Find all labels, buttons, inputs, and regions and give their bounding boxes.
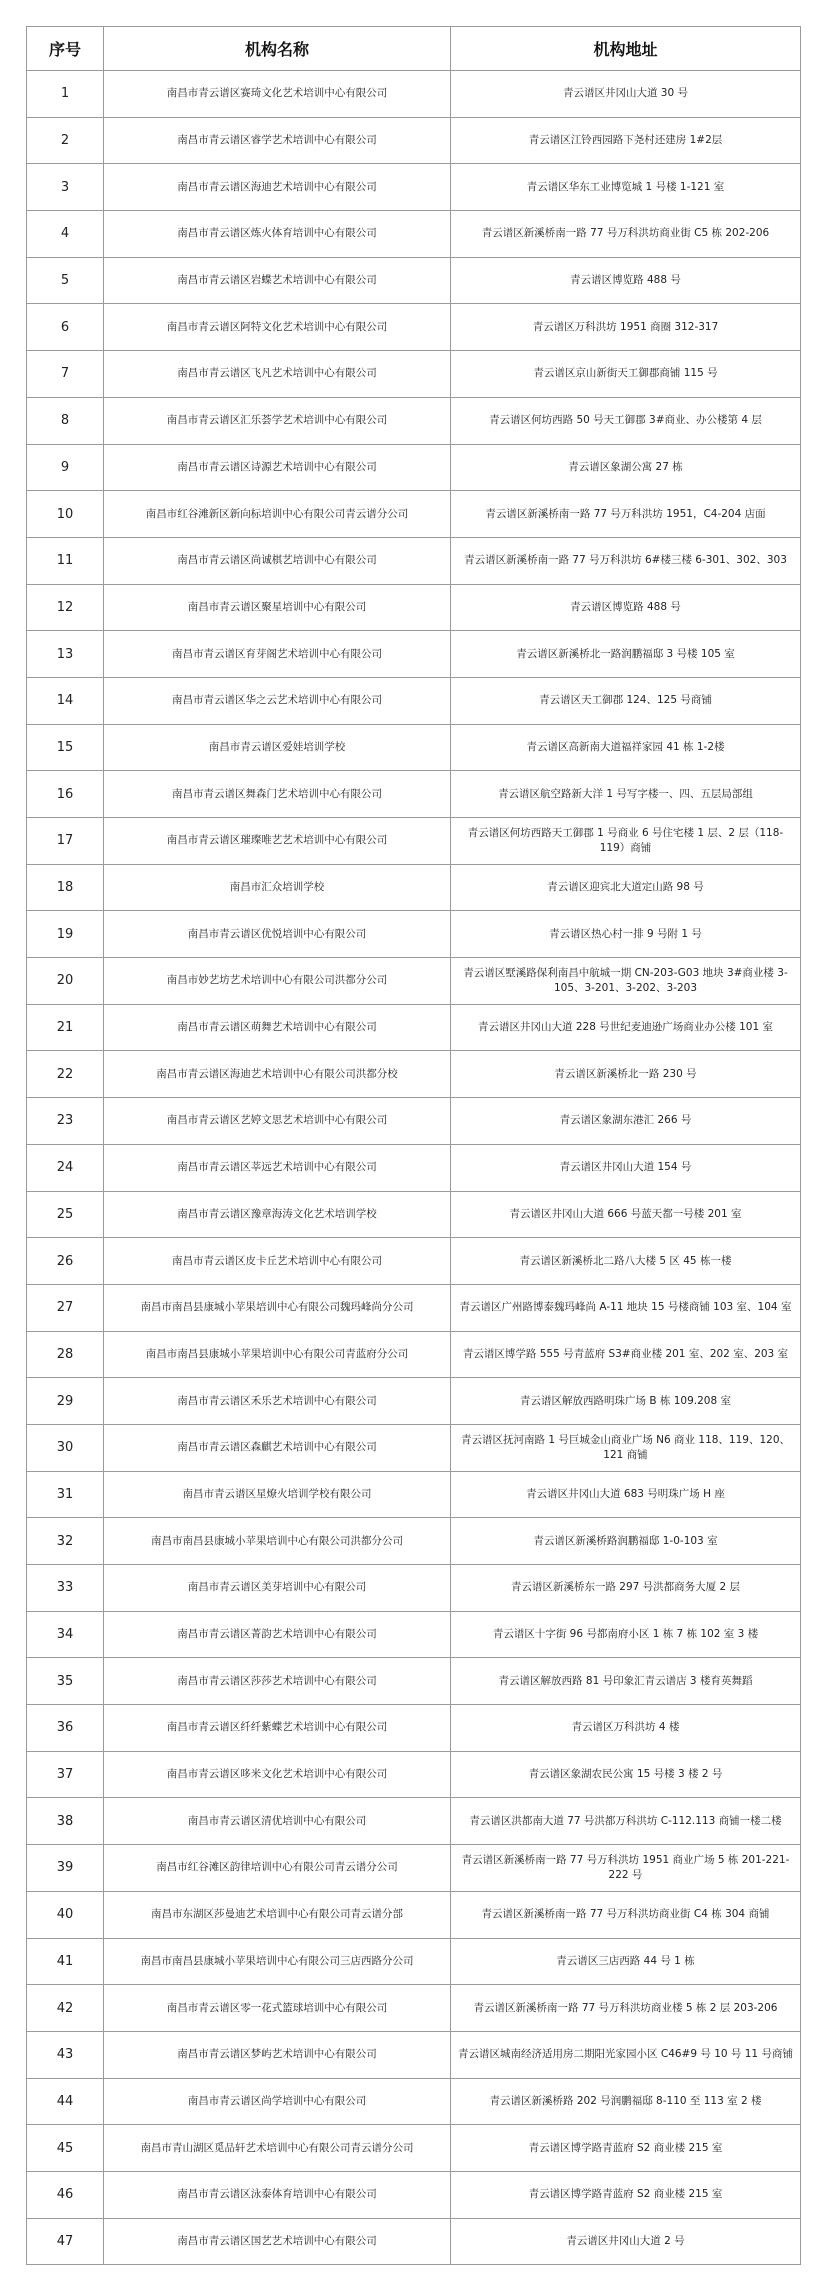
row-name: 南昌市青云谱区岩蝶艺术培训中心有限公司 <box>104 257 451 304</box>
institution-table <box>26 26 801 2265</box>
row-address: 青云谱区迎宾北大道定山路 98 号 <box>451 864 801 911</box>
table-row <box>27 1378 801 1425</box>
row-address: 青云谱区井冈山大道 666 号蓝天都一号楼 201 室 <box>451 1191 801 1238</box>
row-index: 10 <box>27 491 104 538</box>
row-name: 南昌市青云谱区森麒艺术培训中心有限公司 <box>104 1424 451 1471</box>
row-address: 青云谱区洪都南大道 77 号洪都万科洪坊 C-112.113 商铺一楼二楼 <box>451 1798 801 1845</box>
row-address: 青云谱区万科洪坊 4 楼 <box>451 1705 801 1752</box>
row-index: 16 <box>27 771 104 818</box>
row-address: 青云谱区象湖东港汇 266 号 <box>451 1098 801 1145</box>
table-row <box>27 1845 801 1892</box>
table-row <box>27 818 801 865</box>
row-address: 青云谱区三店西路 44 号 1 栋 <box>451 1938 801 1985</box>
row-name: 南昌市青云谱区海迪艺术培训中心有限公司洪都分校 <box>104 1051 451 1098</box>
row-index: 4 <box>27 211 104 258</box>
row-index: 17 <box>27 818 104 865</box>
header-address: 机构地址 <box>451 27 801 71</box>
row-address: 青云谱区何坊西路天工御郡 1 号商业 6 号住宅楼 1 层、2 层（118-119）商铺 <box>451 818 801 865</box>
table-row <box>27 1518 801 1565</box>
row-address: 青云谱区京山新街天工御郡商铺 115 号 <box>451 351 801 398</box>
row-index: 23 <box>27 1098 104 1145</box>
row-index: 11 <box>27 537 104 584</box>
row-address: 青云谱区井冈山大道 228 号世纪麦迪逊广场商业办公楼 101 室 <box>451 1004 801 1051</box>
table-row <box>27 911 801 958</box>
table-row <box>27 1238 801 1285</box>
row-address: 青云谱区新溪桥南一路 77 号万科洪坊商业街 C4 栋 304 商铺 <box>451 1891 801 1938</box>
table-row <box>27 771 801 818</box>
row-name: 南昌市青云谱区清优培训中心有限公司 <box>104 1798 451 1845</box>
row-name: 南昌市青云谱区海迪艺术培训中心有限公司 <box>104 164 451 211</box>
row-name: 南昌市青云谱区莎莎艺术培训中心有限公司 <box>104 1658 451 1705</box>
row-name: 南昌市青云谱区艺婷文思艺术培训中心有限公司 <box>104 1098 451 1145</box>
table-row <box>27 2031 801 2078</box>
row-address: 青云谱区博学路青蓝府 S2 商业楼 215 室 <box>451 2171 801 2218</box>
table-row <box>27 491 801 538</box>
row-index: 18 <box>27 864 104 911</box>
row-name: 南昌市青云谱区皮卡丘艺术培训中心有限公司 <box>104 1238 451 1285</box>
table-row <box>27 677 801 724</box>
row-address: 青云谱区广州路博泰魏玛峰尚 A-11 地块 15 号楼商铺 103 室、104 室 <box>451 1284 801 1331</box>
table-row <box>27 1611 801 1658</box>
row-name: 南昌市青云谱区梦屿艺术培训中心有限公司 <box>104 2031 451 2078</box>
row-index: 29 <box>27 1378 104 1425</box>
row-address: 青云谱区十字街 96 号都南府小区 1 栋 7 栋 102 室 3 楼 <box>451 1611 801 1658</box>
row-address: 青云谱区新溪桥路润鹏福邸 1-0-103 室 <box>451 1518 801 1565</box>
row-index: 26 <box>27 1238 104 1285</box>
row-name: 南昌市青云谱区华之云艺术培训中心有限公司 <box>104 677 451 724</box>
table-row <box>27 397 801 444</box>
row-index: 21 <box>27 1004 104 1051</box>
row-name: 南昌市青云谱区国艺艺术培训中心有限公司 <box>104 2218 451 2265</box>
table-row <box>27 1751 801 1798</box>
row-name: 南昌市青云谱区阿特文化艺术培训中心有限公司 <box>104 304 451 351</box>
row-index: 2 <box>27 117 104 164</box>
table-row <box>27 71 801 118</box>
row-name: 南昌市青云谱区萌舞艺术培训中心有限公司 <box>104 1004 451 1051</box>
table-row <box>27 1985 801 2032</box>
row-address: 青云谱区解放西路明珠广场 B 栋 109.208 室 <box>451 1378 801 1425</box>
row-index: 24 <box>27 1144 104 1191</box>
row-index: 36 <box>27 1705 104 1752</box>
row-address: 青云谱区何坊西路 50 号天工御郡 3#商业、办公楼第 4 层 <box>451 397 801 444</box>
row-index: 41 <box>27 1938 104 1985</box>
row-address: 青云谱区江铃西园路下尧村还建房 1#2层 <box>451 117 801 164</box>
row-name: 南昌市青云谱区豫章海涛文化艺术培训学校 <box>104 1191 451 1238</box>
row-index: 14 <box>27 677 104 724</box>
table-row <box>27 1891 801 1938</box>
row-index: 7 <box>27 351 104 398</box>
table-row <box>27 117 801 164</box>
row-name: 南昌市青云谱区飞凡艺术培训中心有限公司 <box>104 351 451 398</box>
table-row <box>27 1004 801 1051</box>
row-address: 青云谱区城南经济适用房二期阳光家园小区 C46#9 号 10 号 11 号商铺 <box>451 2031 801 2078</box>
row-address: 青云谱区新溪桥南一路 77 号万科洪坊 6#楼三楼 6-301、302、303 <box>451 537 801 584</box>
table-body <box>27 71 801 2265</box>
row-address: 青云谱区象湖农民公寓 15 号楼 3 楼 2 号 <box>451 1751 801 1798</box>
row-address: 青云谱区航空路新大洋 1 号写字楼一、四、五层局部组 <box>451 771 801 818</box>
row-name: 南昌市南昌县康城小苹果培训中心有限公司洪都分公司 <box>104 1518 451 1565</box>
row-address: 青云谱区博览路 488 号 <box>451 257 801 304</box>
row-index: 5 <box>27 257 104 304</box>
table-row <box>27 1424 801 1471</box>
row-address: 青云谱区新溪桥南一路 77 号万科洪坊 1951，C4-204 店面 <box>451 491 801 538</box>
row-name: 南昌市南昌县康城小苹果培训中心有限公司魏玛峰尚分公司 <box>104 1284 451 1331</box>
row-name: 南昌市东湖区莎曼迪艺术培训中心有限公司青云谱分部 <box>104 1891 451 1938</box>
table-row <box>27 958 801 1005</box>
row-index: 39 <box>27 1845 104 1892</box>
table-row <box>27 164 801 211</box>
row-name: 南昌市青云谱区美芽培训中心有限公司 <box>104 1565 451 1612</box>
row-index: 8 <box>27 397 104 444</box>
row-index: 27 <box>27 1284 104 1331</box>
row-address: 青云谱区华东工业博览城 1 号楼 1-121 室 <box>451 164 801 211</box>
table-header-row <box>27 27 801 71</box>
row-index: 3 <box>27 164 104 211</box>
row-address: 青云谱区井冈山大道 30 号 <box>451 71 801 118</box>
row-address: 青云谱区新溪桥南一路 77 号万科洪坊 1951 商业广场 5 栋 201-221-222 号 <box>451 1845 801 1892</box>
row-index: 40 <box>27 1891 104 1938</box>
row-name: 南昌市南昌县康城小苹果培训中心有限公司青蓝府分公司 <box>104 1331 451 1378</box>
table-row <box>27 1471 801 1518</box>
row-index: 13 <box>27 631 104 678</box>
row-address: 青云谱区高新南大道福祥家园 41 栋 1-2楼 <box>451 724 801 771</box>
row-index: 42 <box>27 1985 104 2032</box>
row-name: 南昌市青云谱区禾乐艺术培训中心有限公司 <box>104 1378 451 1425</box>
row-index: 44 <box>27 2078 104 2125</box>
row-index: 38 <box>27 1798 104 1845</box>
row-index: 20 <box>27 958 104 1005</box>
row-name: 南昌市妙艺坊艺术培训中心有限公司洪都分公司 <box>104 958 451 1005</box>
header-name: 机构名称 <box>104 27 451 71</box>
row-address: 青云谱区井冈山大道 683 号明珠广场 H 座 <box>451 1471 801 1518</box>
row-index: 47 <box>27 2218 104 2265</box>
row-index: 22 <box>27 1051 104 1098</box>
table-row <box>27 2218 801 2265</box>
row-name: 南昌市红谷滩新区新向标培训中心有限公司青云谱分公司 <box>104 491 451 538</box>
row-name: 南昌市青云谱区菁韵艺术培训中心有限公司 <box>104 1611 451 1658</box>
table-row <box>27 2171 801 2218</box>
row-name: 南昌市青云谱区璀璨唯艺艺术培训中心有限公司 <box>104 818 451 865</box>
table-row <box>27 724 801 771</box>
row-index: 9 <box>27 444 104 491</box>
institution-table-wrapper <box>26 26 800 2265</box>
row-index: 34 <box>27 1611 104 1658</box>
row-index: 37 <box>27 1751 104 1798</box>
row-name: 南昌市青云谱区爱娃培训学校 <box>104 724 451 771</box>
row-index: 6 <box>27 304 104 351</box>
row-address: 青云谱区抚河南路 1 号巨城金山商业广场 N6 商业 118、119、120、121 商铺 <box>451 1424 801 1471</box>
row-address: 青云谱区博学路 555 号青蓝府 S3#商业楼 201 室、202 室、203 室 <box>451 1331 801 1378</box>
table-row <box>27 537 801 584</box>
row-index: 35 <box>27 1658 104 1705</box>
row-name: 南昌市青云谱区育芽阁艺术培训中心有限公司 <box>104 631 451 678</box>
row-address: 青云谱区天工御郡 124、125 号商铺 <box>451 677 801 724</box>
row-name: 南昌市青云谱区零一花式篮球培训中心有限公司 <box>104 1985 451 2032</box>
row-address: 青云谱区新溪桥路 202 号润鹏福邸 8-110 至 113 室 2 楼 <box>451 2078 801 2125</box>
row-address: 青云谱区热心村一排 9 号附 1 号 <box>451 911 801 958</box>
row-address: 青云谱区新溪桥北一路润鹏福邸 3 号楼 105 室 <box>451 631 801 678</box>
row-address: 青云谱区解放西路 81 号印象汇青云谱店 3 楼育英舞蹈 <box>451 1658 801 1705</box>
row-name: 南昌市红谷滩区韵律培训中心有限公司青云谱分公司 <box>104 1845 451 1892</box>
row-index: 15 <box>27 724 104 771</box>
row-name: 南昌市青云谱区莘远艺术培训中心有限公司 <box>104 1144 451 1191</box>
row-name: 南昌市青云谱区炼火体育培训中心有限公司 <box>104 211 451 258</box>
row-name: 南昌市青云谱区聚星培训中心有限公司 <box>104 584 451 631</box>
row-name: 南昌市青云谱区睿学艺术培训中心有限公司 <box>104 117 451 164</box>
row-name: 南昌市南昌县康城小苹果培训中心有限公司三店西路分公司 <box>104 1938 451 1985</box>
header-index: 序号 <box>27 27 104 71</box>
row-index: 25 <box>27 1191 104 1238</box>
row-name: 南昌市汇众培训学校 <box>104 864 451 911</box>
row-index: 32 <box>27 1518 104 1565</box>
row-address: 青云谱区新溪桥北二路八大楼 5 区 45 栋一楼 <box>451 1238 801 1285</box>
row-name: 南昌市青云谱区舞森门艺术培训中心有限公司 <box>104 771 451 818</box>
table-row <box>27 1565 801 1612</box>
row-address: 青云谱区新溪桥南一路 77 号万科洪坊商业楼 5 栋 2 层 203-206 <box>451 1985 801 2032</box>
row-address: 青云谱区井冈山大道 154 号 <box>451 1144 801 1191</box>
row-name: 南昌市青云谱区星燎火培训学校有限公司 <box>104 1471 451 1518</box>
row-address: 青云谱区万科洪坊 1951 商圈 312-317 <box>451 304 801 351</box>
table-row <box>27 1331 801 1378</box>
row-address: 青云谱区井冈山大道 2 号 <box>451 2218 801 2265</box>
row-address: 青云谱区象湖公寓 27 栋 <box>451 444 801 491</box>
table-row <box>27 1284 801 1331</box>
row-address: 青云谱区墅溪路保利南昌中航城一期 CN-203-G03 地块 3#商业楼 3-105、3-201、3-202、3-203 <box>451 958 801 1005</box>
row-name: 南昌市青云谱区纤纤紫蝶艺术培训中心有限公司 <box>104 1705 451 1752</box>
row-index: 43 <box>27 2031 104 2078</box>
table-row <box>27 257 801 304</box>
row-index: 31 <box>27 1471 104 1518</box>
table-row <box>27 1051 801 1098</box>
table-row <box>27 2125 801 2172</box>
row-index: 46 <box>27 2171 104 2218</box>
row-index: 45 <box>27 2125 104 2172</box>
table-row <box>27 1658 801 1705</box>
table-row <box>27 631 801 678</box>
table-row <box>27 864 801 911</box>
row-name: 南昌市青云谱区诗源艺术培训中心有限公司 <box>104 444 451 491</box>
row-name: 南昌市青云谱区泳泰体育培训中心有限公司 <box>104 2171 451 2218</box>
table-row <box>27 1938 801 1985</box>
table-row <box>27 2078 801 2125</box>
row-index: 30 <box>27 1424 104 1471</box>
table-row <box>27 211 801 258</box>
row-name: 南昌市青云谱区汇乐荟学艺术培训中心有限公司 <box>104 397 451 444</box>
row-index: 12 <box>27 584 104 631</box>
row-name: 南昌市青云谱区赛琦文化艺术培训中心有限公司 <box>104 71 451 118</box>
table-row <box>27 304 801 351</box>
row-index: 28 <box>27 1331 104 1378</box>
row-address: 青云谱区博学路青蓝府 S2 商业楼 215 室 <box>451 2125 801 2172</box>
row-index: 1 <box>27 71 104 118</box>
row-index: 19 <box>27 911 104 958</box>
row-name: 南昌市青云谱区尚诚棋艺培训中心有限公司 <box>104 537 451 584</box>
row-name: 南昌市青云谱区尚学培训中心有限公司 <box>104 2078 451 2125</box>
table-row <box>27 1191 801 1238</box>
table-row <box>27 444 801 491</box>
row-address: 青云谱区新溪桥北一路 230 号 <box>451 1051 801 1098</box>
row-name: 南昌市青云谱区哆米文化艺术培训中心有限公司 <box>104 1751 451 1798</box>
row-index: 33 <box>27 1565 104 1612</box>
table-row <box>27 351 801 398</box>
row-address: 青云谱区博览路 488 号 <box>451 584 801 631</box>
row-name: 南昌市青云谱区优悦培训中心有限公司 <box>104 911 451 958</box>
table-row <box>27 1144 801 1191</box>
row-address: 青云谱区新溪桥东一路 297 号洪都商务大厦 2 层 <box>451 1565 801 1612</box>
table-row <box>27 1705 801 1752</box>
row-name: 南昌市青山湖区觅品轩艺术培训中心有限公司青云谱分公司 <box>104 2125 451 2172</box>
table-row <box>27 584 801 631</box>
table-row <box>27 1098 801 1145</box>
table-row <box>27 1798 801 1845</box>
row-address: 青云谱区新溪桥南一路 77 号万科洪坊商业街 C5 栋 202-206 <box>451 211 801 258</box>
